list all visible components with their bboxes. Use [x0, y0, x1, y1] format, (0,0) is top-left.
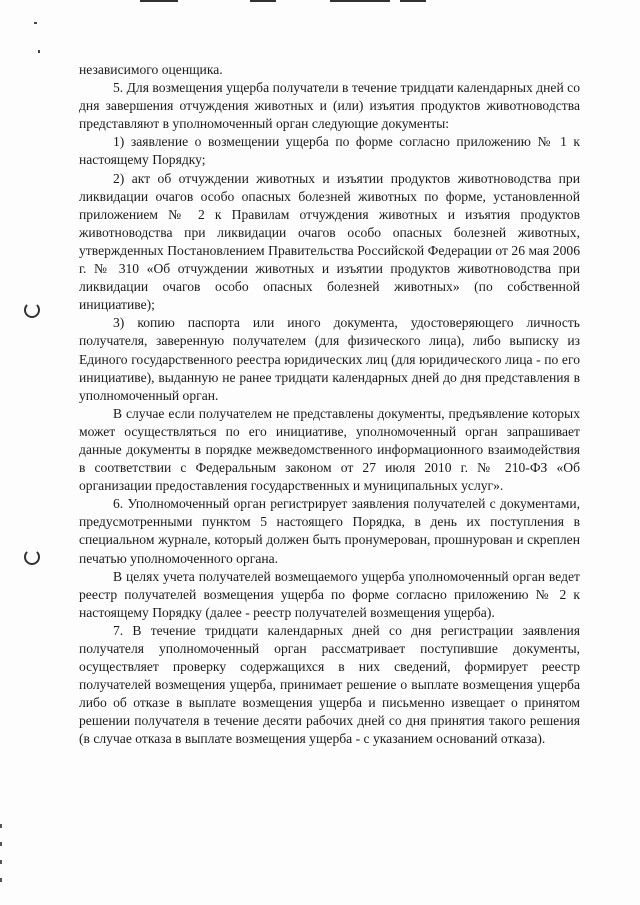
- scan-speck-1: [34, 22, 37, 24]
- paragraph-subitem-2: 2) акт об отчуждении животных и изъятии продуктов животноводства при ликвидации очагов особо опасных болезней животных по форме, установленной приложением № 2 к Правилам отчуждения животных и изъятия продуктов животноводства при ликвидации очагов особо опасных болезней животных, утвержденных Постановлением Правительства Российской Федерации от 26 мая 2006 г. № 310 «Об отчуждении животных и изъятии продуктов животноводства при ликвидации очагов особо опасных болезней животных» (по собственной инициативе);: [79, 170, 580, 313]
- paragraph-subitem-3: 3) копию паспорта или иного документа, удостоверяющего личность получателя, заверенную получателем (для физического лица), либо выписку из Единого государственного реестра юридических лиц (для юридического лица - по его инициативе), выданную не ранее тридцати календарных дней до дня представления в уполномоченный орган.: [79, 315, 580, 403]
- paragraph-interagency-request: В случае если получателем не представлены документы, предъявление которых может осуществляться по его инициативе, уполномоченный орган запрашивает данные документы в порядке межведомственного информационного взаимодействия в соответствии с Федеральным законом от 27 июля 2010 г. № 210-ФЗ «Об организации предоставления государственных и муниципальных услуг».: [79, 405, 580, 494]
- punch-hole-mark-lower: [24, 549, 40, 565]
- scan-artifact-top-1: [140, 0, 178, 2]
- scan-artifact-top-3: [330, 0, 390, 2]
- paragraph-continuation: независимого оценщика.: [79, 62, 223, 77]
- edge-mark-3: [0, 860, 2, 864]
- punch-hole-mark-upper: [24, 302, 40, 318]
- paragraph-item-5: 5. Для возмещения ущерба получатели в течение тридцати календарных дней со дня завершения отчуждения животных и (или) изъятия продуктов животноводства представляют в уполномоченный орган следующие документы:: [79, 80, 580, 132]
- scan-artifact-top-2: [250, 0, 276, 2]
- scan-artifact-top-4: [400, 0, 426, 2]
- edge-mark-4: [0, 878, 2, 882]
- scan-speck-2: [38, 50, 40, 53]
- edge-mark-2: [0, 842, 2, 846]
- document-body: [79, 61, 580, 749]
- paragraph-registry: В целях учета получателей возмещаемого ущерба уполномоченный орган ведет реестр получателей возмещения ущерба по форме согласно приложению № 2 к настоящему Порядку (далее - реестр получателей возмещения ущерба).: [79, 568, 580, 620]
- paragraph-subitem-1: 1) заявление о возмещении ущерба по форме согласно приложению № 1 к настоящему Порядку;: [79, 134, 580, 168]
- edge-mark-1: [0, 824, 2, 828]
- paragraph-item-6: 6. Уполномоченный орган регистрирует заявления получателей с документами, предусмотренными пунктом 5 настоящего Порядка, в день их поступления в специальном журнале, который должен быть пронумерован, прошнурован и скреплен печатью уполномоченного органа.: [79, 496, 580, 566]
- paragraph-item-7: 7. В течение тридцати календарных дней со дня регистрации заявления получателя уполномоченный орган рассматривает поступившие документы, осуществляет проверку содержащихся в них сведений, формирует реестр получателей возмещения ущерба, принимает решение о выплате возмещения ущерба либо об отказе в выплате возмещения ущерба и письменно извещает о принятом решении получателя в течение десяти рабочих дней со дня принятия такого решения (в случае отказа в выплате возмещения ущерба - с указанием оснований отказа).: [79, 622, 580, 747]
